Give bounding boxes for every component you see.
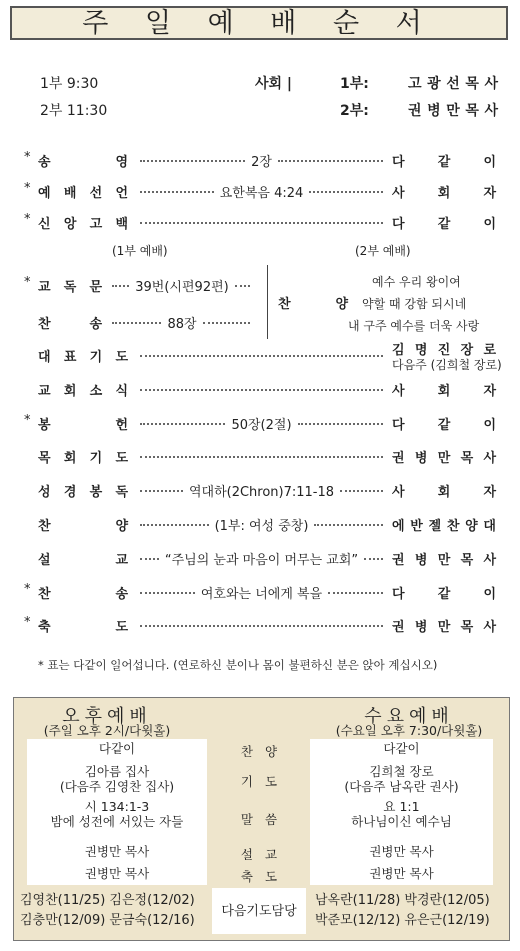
time-2: 2부 11:30 [40,103,108,119]
split-dots-l-0 [112,285,129,287]
wednesday-cell-4 [310,866,493,881]
split-divider [267,265,268,339]
order2-item-5: 찬 양 [38,519,128,534]
presider-1-service: 1부: [340,76,369,92]
split-dots-r-0 [235,285,250,287]
order2-dots-0 [140,355,383,357]
order2-dots-l-4 [140,490,183,492]
order-dots-r-0 [278,160,383,162]
order2-item-6: 설 교 [38,552,128,568]
middle-label-2: 말씀 [240,812,290,827]
order2-person-7: 다 같 이 [392,586,496,602]
afternoon-line: 다같이 [98,741,136,756]
order-dots-l-0 [140,160,245,162]
order2-item-7: 찬 송 [38,586,128,602]
prayer-duty-left-2: 김충만(12/09) 문금숙(12/16) [20,913,195,928]
order2-item-8: 축 도 [38,620,128,636]
order2-person-6: 권 병 만 목 사 [392,552,496,568]
order2-dots-r-5 [314,524,383,526]
middle-label-4: 축도 [240,869,290,884]
prayer-duty-right [315,891,490,931]
prayer-duty-right-1: 남옥란(11/28) 박경란(12/05) [315,893,490,908]
prayer-duty-left-1: 김영찬(11/25) 김은정(12/02) [20,893,195,908]
order-star-1: * [24,181,31,196]
time-1: 1부 9:30 [40,76,99,92]
afternoon-cell-3 [27,844,207,859]
split-detail-1: 88장 [167,317,197,332]
wednesday-title: 수요예배 [364,706,454,727]
afternoon-cell-0 [27,741,207,756]
order2-item-0: 대 표 기 도 [38,350,128,365]
wednesday-cell-3 [310,844,493,859]
split-item-0: 교 독 문 [38,280,102,295]
order2-dots-l-5 [140,524,209,526]
wednesday-cell-0 [310,741,493,756]
order2-person-5: 에 반 젤 찬 양 대 [392,519,496,534]
presider-1-name: 고 광 선 목 사 [408,76,498,92]
order2-detail-7: 여호와는 너에게 복을 [200,586,323,602]
order-item-1: 예 배 선 언 [38,186,128,201]
afternoon-line: 김아름 집사 [84,764,150,779]
praise-song-3: 내 구주 예수를 더욱 사랑 [348,319,480,333]
order-person-2: 다 같 이 [392,217,496,232]
presider-2-name: 권 병 만 목 사 [408,103,498,119]
wednesday-line: 다같이 [383,741,420,756]
weekday-services-box [13,697,510,941]
page-title: 주 일 예 배 순 서 [10,6,508,40]
split-star-0: * [24,275,31,290]
middle-label-3: 설교 [240,847,290,862]
afternoon-sub: (주일 오후 2시/다윗홀) [43,723,171,738]
order-person-0: 다 같 이 [392,155,496,170]
order2-dots-l-2 [140,423,225,425]
middle-label-0: 찬양 [240,744,290,759]
afternoon-cell-1 [27,764,207,794]
order2-person-4: 사 회 자 [392,485,496,501]
split-left-header: (1부 예배) [112,244,168,258]
order-dots-2 [140,222,383,224]
presider-label: 사회 | [255,76,293,92]
split-right-header: (2부 예배) [355,244,411,258]
order-item-2: 신 앙 고 백 [38,217,128,232]
order2-dots-r-2 [298,423,383,425]
order2-dots-r-4 [340,490,383,492]
order2-dots-3 [140,456,383,458]
order2-person-8: 권 병 만 목 사 [392,620,496,636]
wednesday-line: 하나님이신 예수님 [351,814,452,829]
order2-star-8: * [24,615,31,631]
order2-item-4: 성 경 봉 독 [38,485,128,501]
order2-person-1: 사 회 자 [392,383,496,399]
afternoon-title: 오후예배 [62,706,152,727]
order2-detail-4: 역대하(2Chron)7:11-18 [188,485,335,501]
afternoon-line: 권병만 목사 [84,844,150,859]
order2-star-7: * [24,581,31,597]
order-star-2: * [24,212,31,227]
order2-item-2: 봉 헌 [38,417,128,433]
afternoon-line: (다음주 김영찬 집사) [59,779,175,794]
wednesday-line: 김희철 장로 [369,764,434,779]
order-star-0: * [24,150,31,165]
afternoon-line: 시 134:1-3 [84,799,150,814]
afternoon-line: 권병만 목사 [84,866,150,881]
middle-label-1: 기도 [240,774,290,789]
wednesday-cell-2 [310,799,493,829]
wednesday-line: (다음주 남옥란 권사) [344,779,459,794]
split-detail-0: 39번(시편92편) [135,280,229,295]
order2-dots-8 [140,625,383,627]
split-dots-l-1 [112,322,161,324]
order2-person-3: 권 병 만 목 사 [392,451,496,467]
wednesday-cell-1 [310,764,493,794]
afternoon-cell-2 [27,799,207,829]
presider-2-service: 2부: [340,103,369,119]
split-item-1: 찬 송 [38,317,102,332]
split-dots-r-1 [203,322,250,324]
order2-star-2: * [24,412,31,428]
praise-song-2: 약할 때 강함 되시네 [362,297,467,311]
order2-detail-2: 50장(2절) [231,417,292,433]
split-right-label: 찬 양 [278,297,348,312]
order-detail-0: 2장 [251,155,272,170]
order2-sub-0: 다음주 (김희철 장로) [392,358,502,372]
order2-dots-l-7 [140,592,195,594]
order2-person-0: 김 명 진 장 로 [392,343,496,358]
order2-dots-1 [140,389,383,391]
order2-dots-r-6 [364,558,383,560]
order2-dots-l-6 [140,558,159,560]
praise-song-1: 예수 우리 왕이여 [372,275,461,289]
wednesday-line: 요 1:1 [383,799,420,814]
order2-item-3: 목 회 기 도 [38,451,128,467]
prayer-duty-left [20,891,195,931]
wednesday-line: 권병만 목사 [369,866,434,881]
wednesday-sub: (수요일 오후 7:30/다윗홀) [335,723,483,738]
standing-note: * 표는 다같이 일어섭니다. (연로하신 분이나 몸이 불편하신 분은 앉아 계십시오) [38,658,438,672]
wednesday-line: 권병만 목사 [369,844,434,859]
order-dots-l-1 [140,191,214,193]
order2-item-1: 교 회 소 식 [38,383,128,399]
prayer-duty-right-2: 박준모(12/12) 유은근(12/19) [315,913,490,928]
afternoon-cell-4 [27,866,207,881]
order2-person-2: 다 같 이 [392,417,496,433]
order2-detail-5: (1부: 여성 중창) [214,519,309,534]
order-item-0: 송 영 [38,155,128,170]
afternoon-line: 밤에 성전에 서있는 자들 [50,814,184,829]
prayer-duty-label: 다음기도담당 [221,904,297,919]
order2-dots-r-7 [328,592,383,594]
order2-detail-6: “주님의 눈과 마음이 머무는 교회” [164,552,359,568]
order-detail-1: 요한복음 4:24 [219,186,304,201]
order-dots-r-1 [309,191,383,193]
order-person-1: 사 회 자 [392,186,496,201]
